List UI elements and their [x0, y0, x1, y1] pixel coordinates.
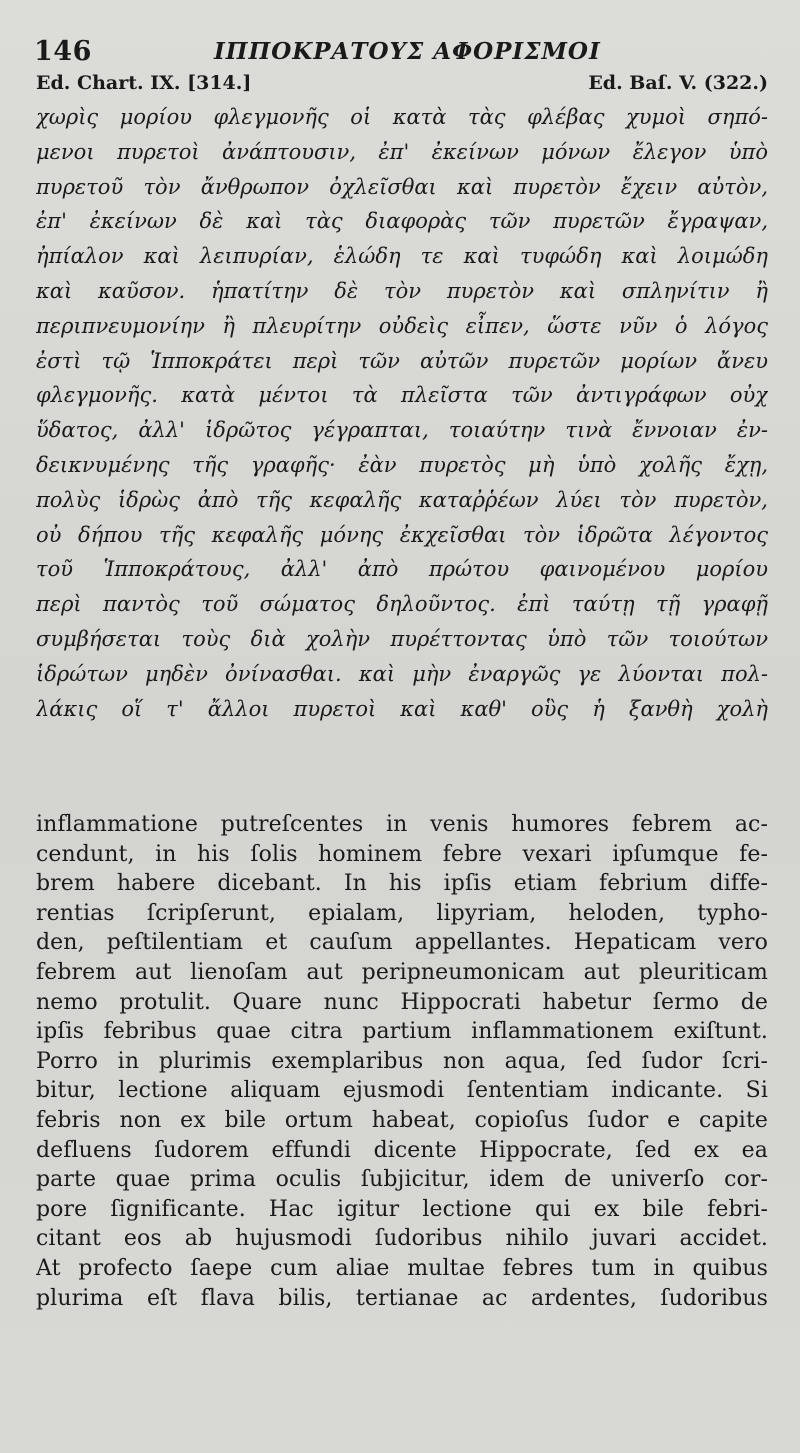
latin-line: citant eos ab hujusmodi ſudoribus nihilo juvari accidet. — [36, 1226, 768, 1252]
greek-line: ἱδρώτων μηδὲν ὀνίνασθαι. καὶ μὴν ἐναργῶς γε λύονται πολ- — [36, 661, 768, 686]
greek-line: φλεγμονῆς. κατὰ μέντοι τὰ πλεῖστα τῶν ἀντιγράφων οὐχ — [36, 383, 768, 408]
latin-line: defluens ſudorem effundi dicente Hippocrate, ſed ex ea — [36, 1137, 768, 1163]
latin-line: febrem aut lienoſam aut peripneumonicam aut pleuriticam — [36, 959, 768, 985]
greek-line: λάκις οἵ τ' ἄλλοι πυρετοὶ καὶ καθ' οὓς ἡ ξανθὴ χολὴ — [36, 696, 768, 721]
greek-line: ὕδατος, ἀλλ' ἱδρῶτος γέγραπται, τοιαύτην τινὰ ἔννοιαν ἐν- — [36, 418, 768, 443]
greek-line: ἠπίαλον καὶ λειπυρίαν, ἑλώδη τε καὶ τυφώδη καὶ λοιμώδη — [36, 244, 768, 269]
edition-basel-reference: Ed. Baſ. V. (322.) — [588, 72, 768, 94]
latin-line: parte quae prima oculis ſubjicitur, idem de univerſo cor- — [36, 1167, 768, 1193]
latin-line: cendunt, in his ſolis hominem febre vexari ipſumque fe- — [36, 841, 768, 867]
latin-line: nemo protulit. Quare nunc Hippocrati habetur ſermo de — [36, 989, 768, 1015]
latin-line: plurima eſt flava bilis, tertianae ac ardentes, ſudoribus — [36, 1285, 768, 1311]
page-number: 146 — [34, 36, 92, 67]
latin-line: inflammatione putreſcentes in venis humores febrem ac- — [36, 812, 768, 837]
greek-line: περὶ παντὸς τοῦ σώματος δηλοῦντος. ἐπὶ ταύτῃ τῇ γραφῇ — [36, 592, 768, 617]
edition-chart-reference: Ed. Chart. IX. [314.] — [36, 72, 252, 94]
greek-line: ἐπ' ἐκείνων δὲ καὶ τὰς διαφορὰς τῶν πυρετῶν ἔγραψαν, — [36, 209, 768, 234]
edition-references — [36, 72, 768, 98]
latin-line: den, peſtilentiam et cauſum appellantes. Hepaticam vero — [36, 930, 768, 956]
greek-line: μενοι πυρετοὶ ἀνάπτουσιν, ἐπ' ἐκείνων μόνων ἔλεγον ὑπὸ — [36, 139, 768, 164]
latin-line: At profecto ſaepe cum aliae multae febres tum in quibus — [36, 1255, 768, 1281]
running-title: ΙΠΠΟΚΡΑΤΟΥΣ ΑΦΟΡΙΣΜΟΙ — [214, 38, 601, 65]
greek-line: χωρὶς μορίου φλεγμονῆς οἱ κατὰ τὰς φλέβας χυμοὶ σηπό- — [36, 105, 768, 129]
greek-line: περιπνευμονίην ἢ πλευρίτην οὐδεὶς εἶπεν, ὥστε νῦν ὁ λόγος — [36, 313, 768, 338]
latin-line: rentias ſcripſerunt, epialam, lipyriam, heloden, typho- — [36, 900, 768, 926]
latin-line: bitur, lectione aliquam ejusmodi ſententiam indicante. Si — [36, 1078, 768, 1104]
latin-line: febris non ex bile ortum habeat, copioſus ſudor e capite — [36, 1107, 768, 1133]
latin-line: Porro in plurimis exemplaribus non aqua, ſed ſudor ſcri- — [36, 1048, 768, 1074]
greek-line: οὐ δήπου τῆς κεφαλῆς μόνης ἐκχεῖσθαι τὸν ἱδρῶτα λέγοντος — [36, 522, 768, 547]
greek-line: δεικνυμένης τῆς γραφῆς· ἐὰν πυρετὸς μὴ ὑπὸ χολῆς ἔχῃ, — [36, 452, 768, 477]
greek-text-block — [36, 100, 768, 726]
greek-line: πυρετοῦ τὸν ἄνθρωπον ὀχλεῖσθαι καὶ πυρετὸν ἔχειν αὐτὸν, — [36, 174, 768, 199]
greek-line: πολὺς ἱδρὼς ἀπὸ τῆς κεφαλῆς καταῤῥέων λύει τὸν πυρετὸν, — [36, 487, 768, 512]
greek-line: καὶ καῦσον. ἡπατίτην δὲ τὸν πυρετὸν καὶ σπληνίτιν ἢ — [36, 278, 768, 303]
greek-line: συμβήσεται τοὺς διὰ χολὴν πυρέττοντας ὑπὸ τῶν τοιούτων — [36, 626, 768, 651]
greek-line: τοῦ Ἱπποκράτους, ἀλλ' ἀπὸ πρώτου φαινομένου μορίου — [36, 557, 768, 582]
greek-line: ἐστὶ τῷ Ἱπποκράτει περὶ τῶν αὐτῶν πυρετῶν μορίων ἄνευ — [36, 348, 768, 373]
latin-line: ipſis febribus quae citra partium inflammationem exiſtunt. — [36, 1019, 768, 1045]
latin-line: pore ſignificante. Hac igitur lectione qui ex bile febri- — [36, 1196, 768, 1222]
latin-line: brem habere dicebant. In his ipſis etiam febrium diffe- — [36, 871, 768, 897]
page-header — [34, 36, 774, 70]
latin-text-block — [36, 810, 768, 1313]
